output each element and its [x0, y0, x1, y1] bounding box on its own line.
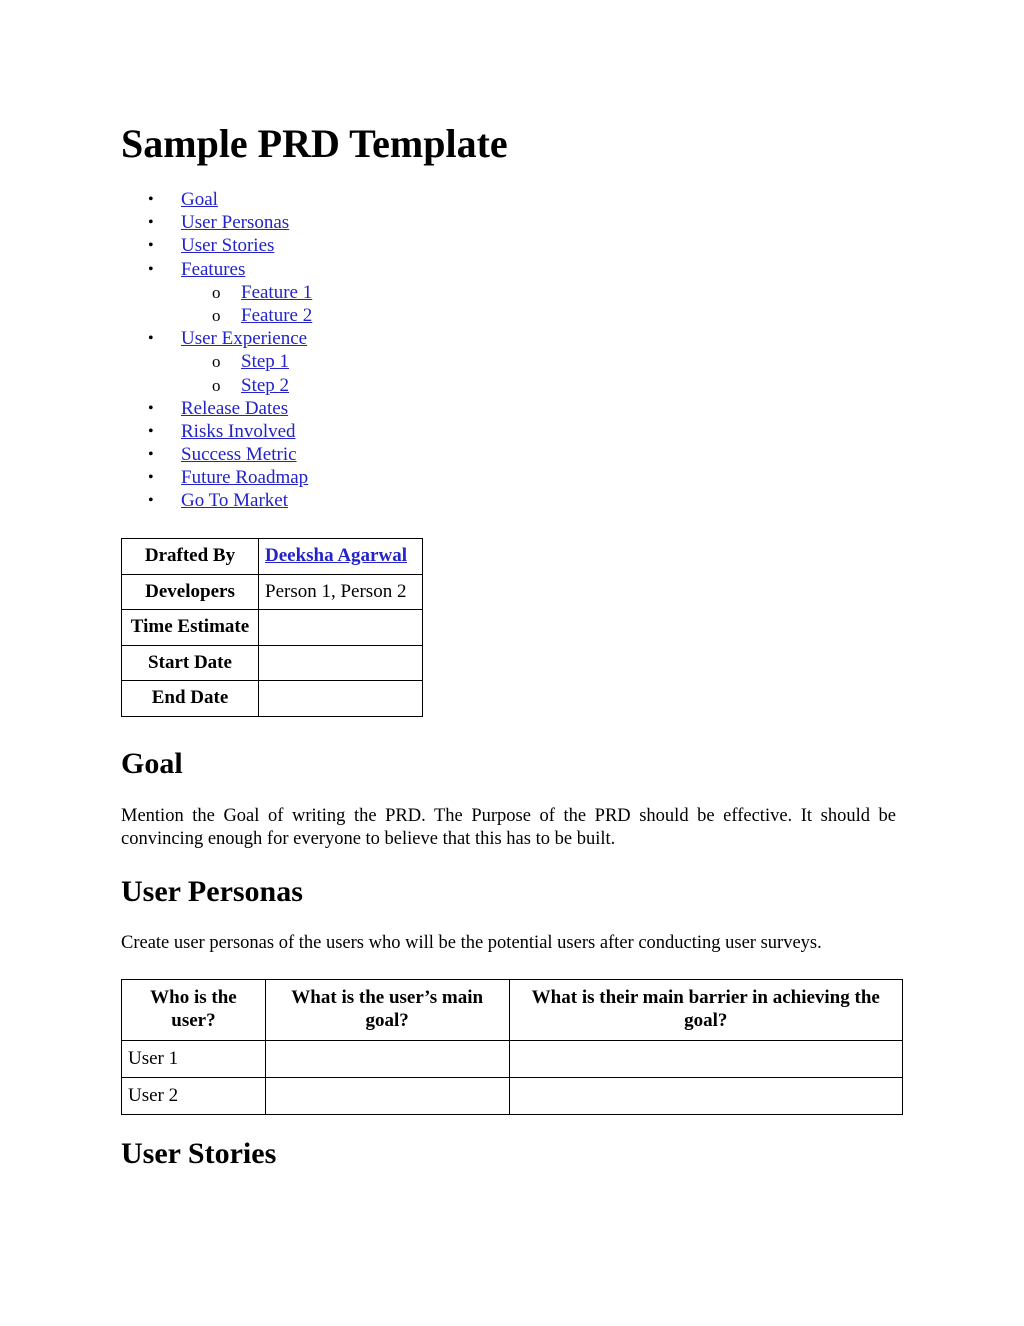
toc-link-feature-1[interactable]: Feature 1: [241, 281, 313, 303]
toc-item-step-2: [121, 374, 312, 397]
table-of-contents: [121, 188, 312, 513]
meta-value-drafted-by: [259, 539, 423, 575]
document-title: Sample PRD Template: [121, 121, 508, 166]
toc-item-goal: [121, 188, 312, 211]
toc-link-user-experience[interactable]: User Experience: [181, 328, 308, 350]
toc-link-user-personas[interactable]: User Personas: [181, 212, 290, 234]
section-heading-user-stories: User Stories: [121, 1137, 277, 1170]
table-cell: [509, 1078, 902, 1115]
meta-label-start-date: Start Date: [122, 645, 259, 681]
personas-paragraph: Create user personas of the users who will be the potential users after conducting user surveys.: [121, 933, 822, 953]
table-cell: [265, 1078, 509, 1115]
toc-item-future-roadmap: [121, 466, 312, 489]
meta-value-developers: Person 1, Person 2: [259, 574, 423, 610]
author-link[interactable]: Deeksha Agarwal: [265, 545, 407, 567]
meta-value-end-date: [259, 681, 423, 717]
toc-item-features: [121, 258, 312, 281]
personas-table: [121, 979, 903, 1115]
toc-link-goal[interactable]: Goal: [181, 189, 218, 210]
toc-link-features[interactable]: Features: [181, 258, 246, 280]
table-row: [122, 539, 423, 575]
toc-link-success-metric[interactable]: Success Metric: [181, 444, 297, 466]
column-header-main-barrier: What is their main barrier in achieving the goal?: [509, 980, 902, 1041]
table-row: [122, 610, 423, 646]
section-heading-goal: Goal: [121, 747, 183, 780]
toc-item-user-stories: [121, 234, 312, 257]
meta-label-end-date: End Date: [122, 681, 259, 717]
toc-link-feature-2[interactable]: Feature 2: [241, 304, 313, 326]
toc-link-future-roadmap[interactable]: Future Roadmap: [181, 467, 309, 489]
toc-item-success-metric: [121, 443, 312, 466]
toc-link-go-to-market[interactable]: Go To Market: [181, 490, 289, 512]
toc-item-go-to-market: [121, 489, 312, 512]
toc-item-step-1: [121, 350, 312, 373]
table-header-row: [122, 980, 903, 1041]
table-row: [122, 1041, 903, 1078]
toc-item-release-dates: [121, 397, 312, 420]
table-row: [122, 1078, 903, 1115]
table-row: [122, 645, 423, 681]
table-cell: [265, 1041, 509, 1078]
column-header-who: Who is the user?: [122, 980, 266, 1041]
table-row: [122, 574, 423, 610]
table-cell: User 2: [122, 1078, 266, 1115]
toc-item-risks-involved: [121, 420, 312, 443]
toc-link-user-stories[interactable]: User Stories: [181, 235, 275, 257]
table-cell: [509, 1041, 902, 1078]
toc-item-user-experience: [121, 327, 312, 350]
document-meta-table: [121, 538, 423, 717]
table-row: [122, 681, 423, 717]
meta-label-developers: Developers: [122, 574, 259, 610]
goal-paragraph: Mention the Goal of writing the PRD. The Purpose of the PRD should be effective. It should be convincing enough for everyone to believe that this has to be built.: [121, 806, 896, 849]
meta-value-time-estimate: [259, 610, 423, 646]
toc-link-step-2[interactable]: Step 2: [241, 374, 290, 396]
toc-link-risks-involved[interactable]: Risks Involved: [181, 420, 296, 442]
toc-link-release-dates[interactable]: Release Dates: [181, 397, 289, 419]
meta-label-drafted-by: Drafted By: [122, 539, 259, 575]
column-header-main-goal: What is the user’s main goal?: [265, 980, 509, 1041]
toc-link-step-1[interactable]: Step 1: [241, 351, 290, 373]
toc-item-feature-2: [121, 304, 312, 327]
toc-item-user-personas: [121, 211, 312, 234]
section-heading-user-personas: User Personas: [121, 875, 303, 908]
meta-value-start-date: [259, 645, 423, 681]
meta-label-time-estimate: Time Estimate: [122, 610, 259, 646]
table-cell: User 1: [122, 1041, 266, 1078]
toc-item-feature-1: [121, 281, 312, 304]
